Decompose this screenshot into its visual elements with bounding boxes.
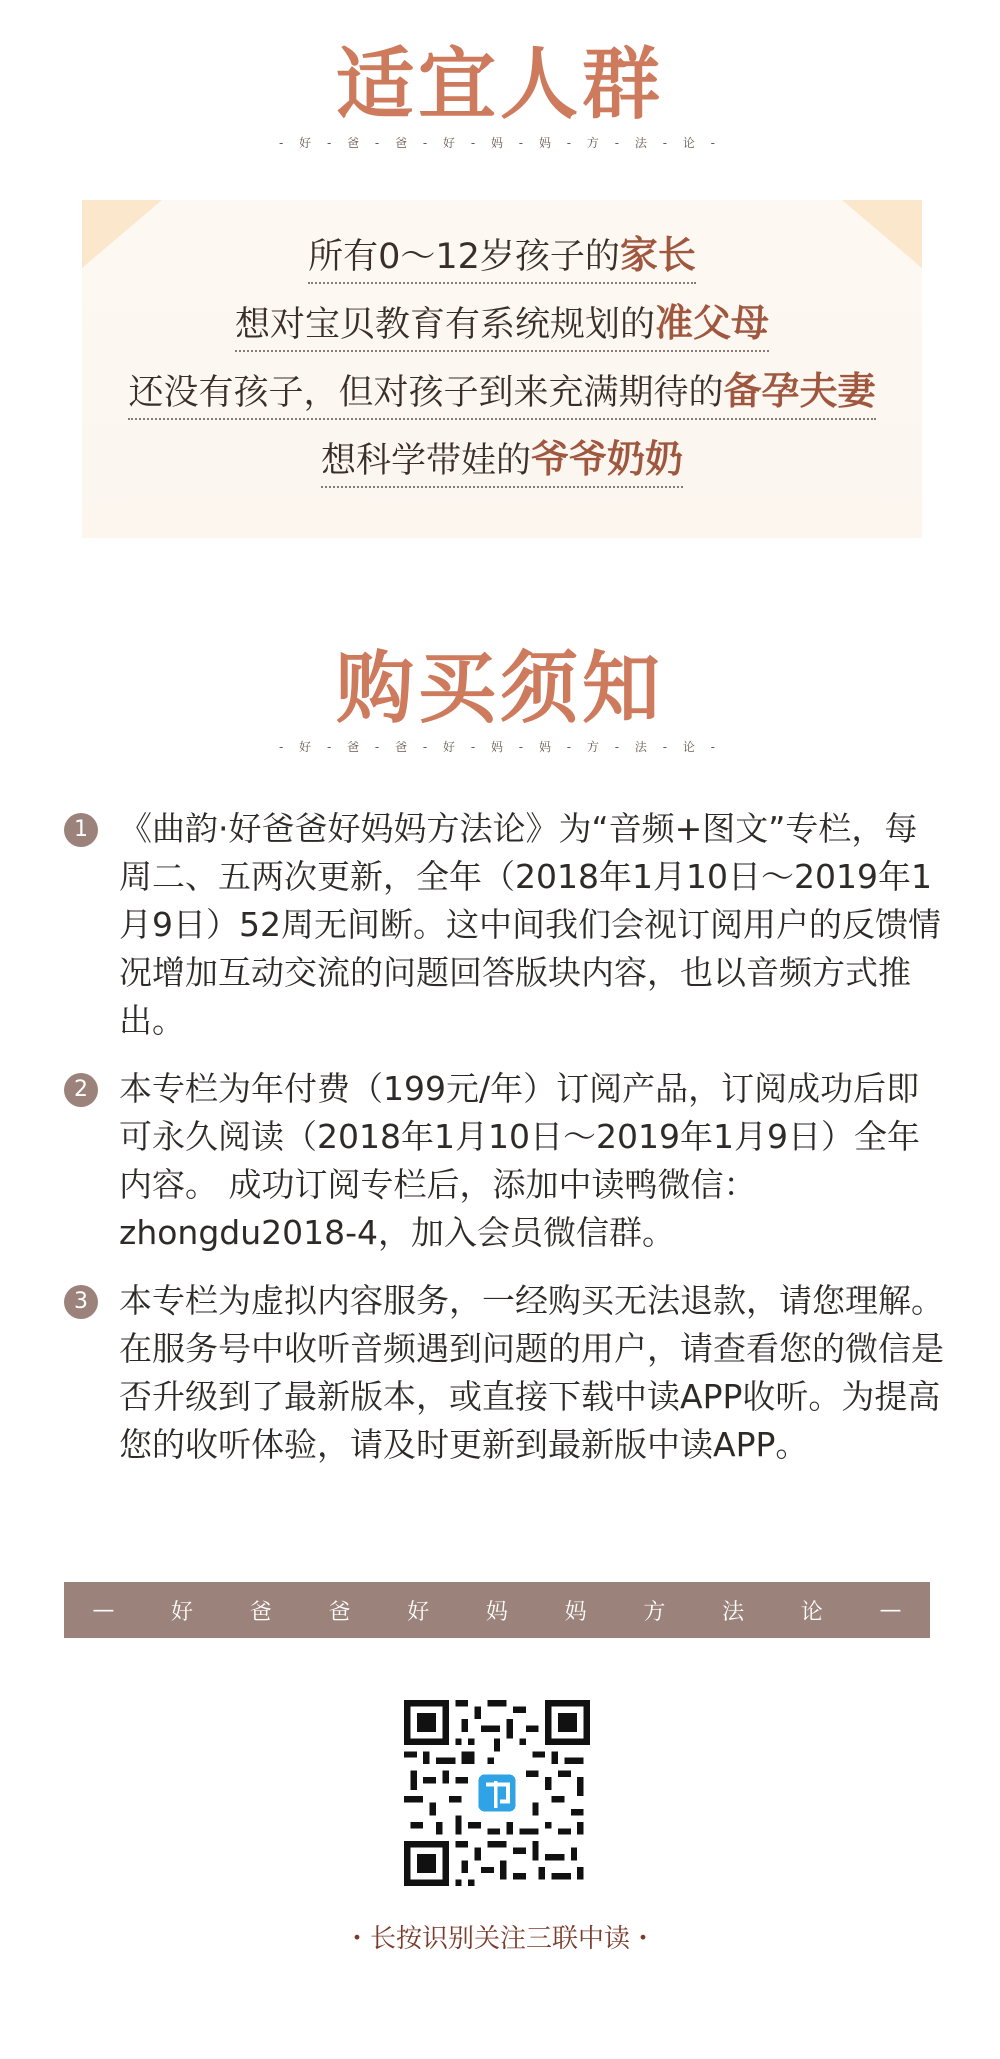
- audience-header: [0, 39, 1000, 151]
- notice-text: 本专栏为虚拟内容服务，一经购买无法退款，请您理解。在服务号中收听音频遇到问题的用户，请查看您的微信是否升级到了最新版本，或直接下载中读APP收听。为提高您的收听体验，请及时更新到最新版中读APP。: [119, 1281, 944, 1464]
- notice-number-badge: 2: [64, 1073, 98, 1107]
- notice-item: [64, 1277, 944, 1469]
- notice-item: [64, 805, 944, 1045]
- band-char: 爸: [249, 1599, 272, 1625]
- audience-list: [82, 230, 922, 502]
- audience-box: [82, 200, 922, 538]
- notice-text: 《曲韵·好爸爸好妈妈方法论》为“音频+图文”专栏，每周二、五两次更新，全年（2018年1月10日～2019年1月9日）52周无间断。这中间我们会视订阅用户的反馈情况增加互动交流的问题回答版块内容，也以音频方式推出。: [119, 809, 941, 1040]
- notice-text: 本专栏为年付费（199元/年）订阅产品，订阅成功后即可永久阅读（2018年1月10日～2019年1月9日）全年内容。 成功订阅专栏后，添加中读鸭微信：zhongdu2018-4，加入会员微信群。: [119, 1069, 920, 1252]
- band-char: 爸: [328, 1599, 351, 1625]
- qr-caption: ・长按识别关注三联中读・: [343, 1924, 656, 1954]
- qr-code-icon[interactable]: [404, 1700, 590, 1886]
- band-char: —: [92, 1597, 115, 1623]
- audience-subtitle: - 好 - 爸 - 爸 - 好 - 妈 - 妈 - 方 - 法 - 论 -: [279, 136, 721, 150]
- notice-number-badge: 3: [64, 1285, 98, 1319]
- band-char: 好: [171, 1599, 194, 1625]
- audience-title: 适宜人群: [335, 39, 664, 130]
- notice-title: 购买须知: [335, 643, 664, 734]
- band-char: 好: [407, 1599, 430, 1625]
- band-char: 法: [722, 1599, 745, 1625]
- band-char: 妈: [485, 1599, 508, 1625]
- notice-header: [0, 643, 1000, 755]
- band-char: 论: [800, 1599, 823, 1625]
- notice-item: [64, 1065, 944, 1257]
- brand-band: [64, 1582, 930, 1638]
- band-char: —: [879, 1597, 902, 1623]
- notice-subtitle: - 好 - 爸 - 爸 - 好 - 妈 - 妈 - 方 - 法 - 论 -: [279, 740, 721, 754]
- notice-number-badge: 1: [64, 813, 98, 847]
- audience-line: 还没有孩子，但对孩子到来充满期待的备孕夫妻: [128, 366, 875, 420]
- audience-line: 所有0～12岁孩子的家长: [308, 230, 696, 284]
- audience-line: 想科学带娃的爷爷奶奶: [321, 434, 683, 488]
- audience-line: 想对宝贝教育有系统规划的准父母: [235, 298, 769, 352]
- notice-list: [64, 805, 944, 1489]
- band-char: 妈: [564, 1599, 587, 1625]
- band-char: 方: [643, 1599, 666, 1625]
